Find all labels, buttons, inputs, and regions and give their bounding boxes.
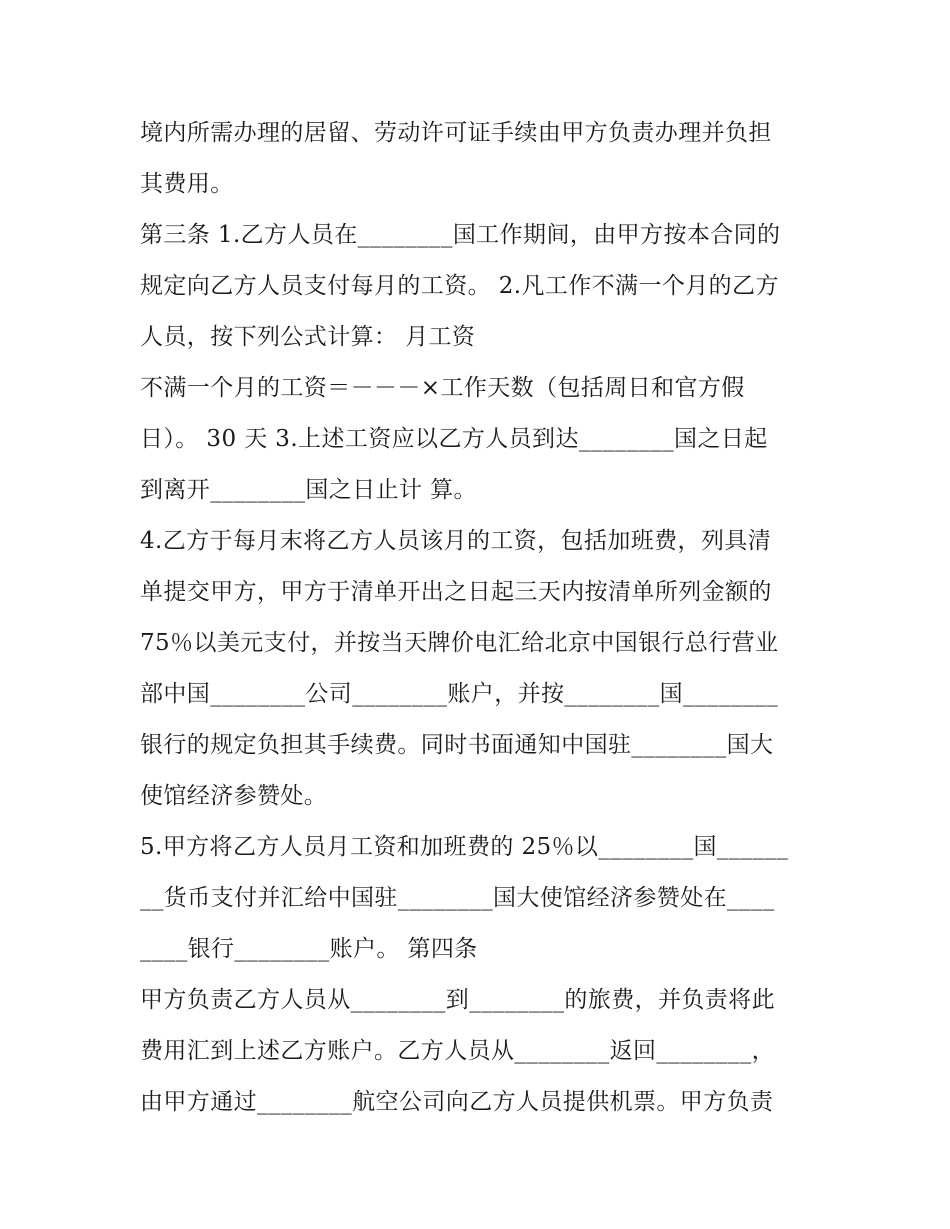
text-line: 4.乙方于每月末将乙方人员该月的工资，包括加班费，列具清 — [140, 528, 772, 554]
text-line: 不满一个月的工资＝－－－×工作天数（包括周日和官方假 — [140, 375, 745, 401]
text-line: 75％以美元支付，并按当天牌价电汇给北京中国银行总行营业 — [140, 630, 779, 656]
text-line: 甲方负责乙方人员从________到________的旅费，并负责将此 — [140, 987, 775, 1013]
text-line: 到离开________国之日止计 算。 — [140, 477, 477, 503]
contract-text — [140, 108, 820, 1128]
text-line: 规定向乙方人员支付每月的工资。 2.凡工作不满一个月的乙方 — [140, 273, 779, 299]
text-line: 日）。 30 天 3.上述工资应以乙方人员到达________国之日起 — [140, 426, 768, 452]
text-line: 费用汇到上述乙方账户。乙方人员从________返回________， — [140, 1038, 775, 1064]
text-line: 人员，按下列公式计算： 月工资 — [140, 324, 476, 350]
text-line: 境内所需办理的居留、劳动许可证手续由甲方负责办理并负担 — [140, 120, 772, 146]
text-line: ____银行________账户。 第四条 — [140, 936, 478, 962]
text-line: 其费用。 — [140, 171, 234, 197]
text-line: 部中国________公司________账户，并按________国________ — [140, 681, 779, 707]
text-line: 银行的规定负担其手续费。同时书面通知中国驻________国大 — [140, 732, 774, 758]
text-line: 第三条 1.乙方人员在________国工作期间，由甲方按本合同的 — [140, 222, 781, 248]
text-line: __货币支付并汇给中国驻________国大使馆经济参赞处在____ — [140, 885, 775, 911]
text-line: 单提交甲方，甲方于清单开出之日起三天内按清单所列金额的 — [140, 579, 772, 605]
text-line: 5.甲方将乙方人员月工资和加班费的 25％以________国______ — [140, 834, 789, 860]
text-line: 由甲方通过________航空公司向乙方人员提供机票。甲方负责 — [140, 1089, 774, 1115]
text-line: 使馆经济参赞处。 — [140, 783, 328, 809]
